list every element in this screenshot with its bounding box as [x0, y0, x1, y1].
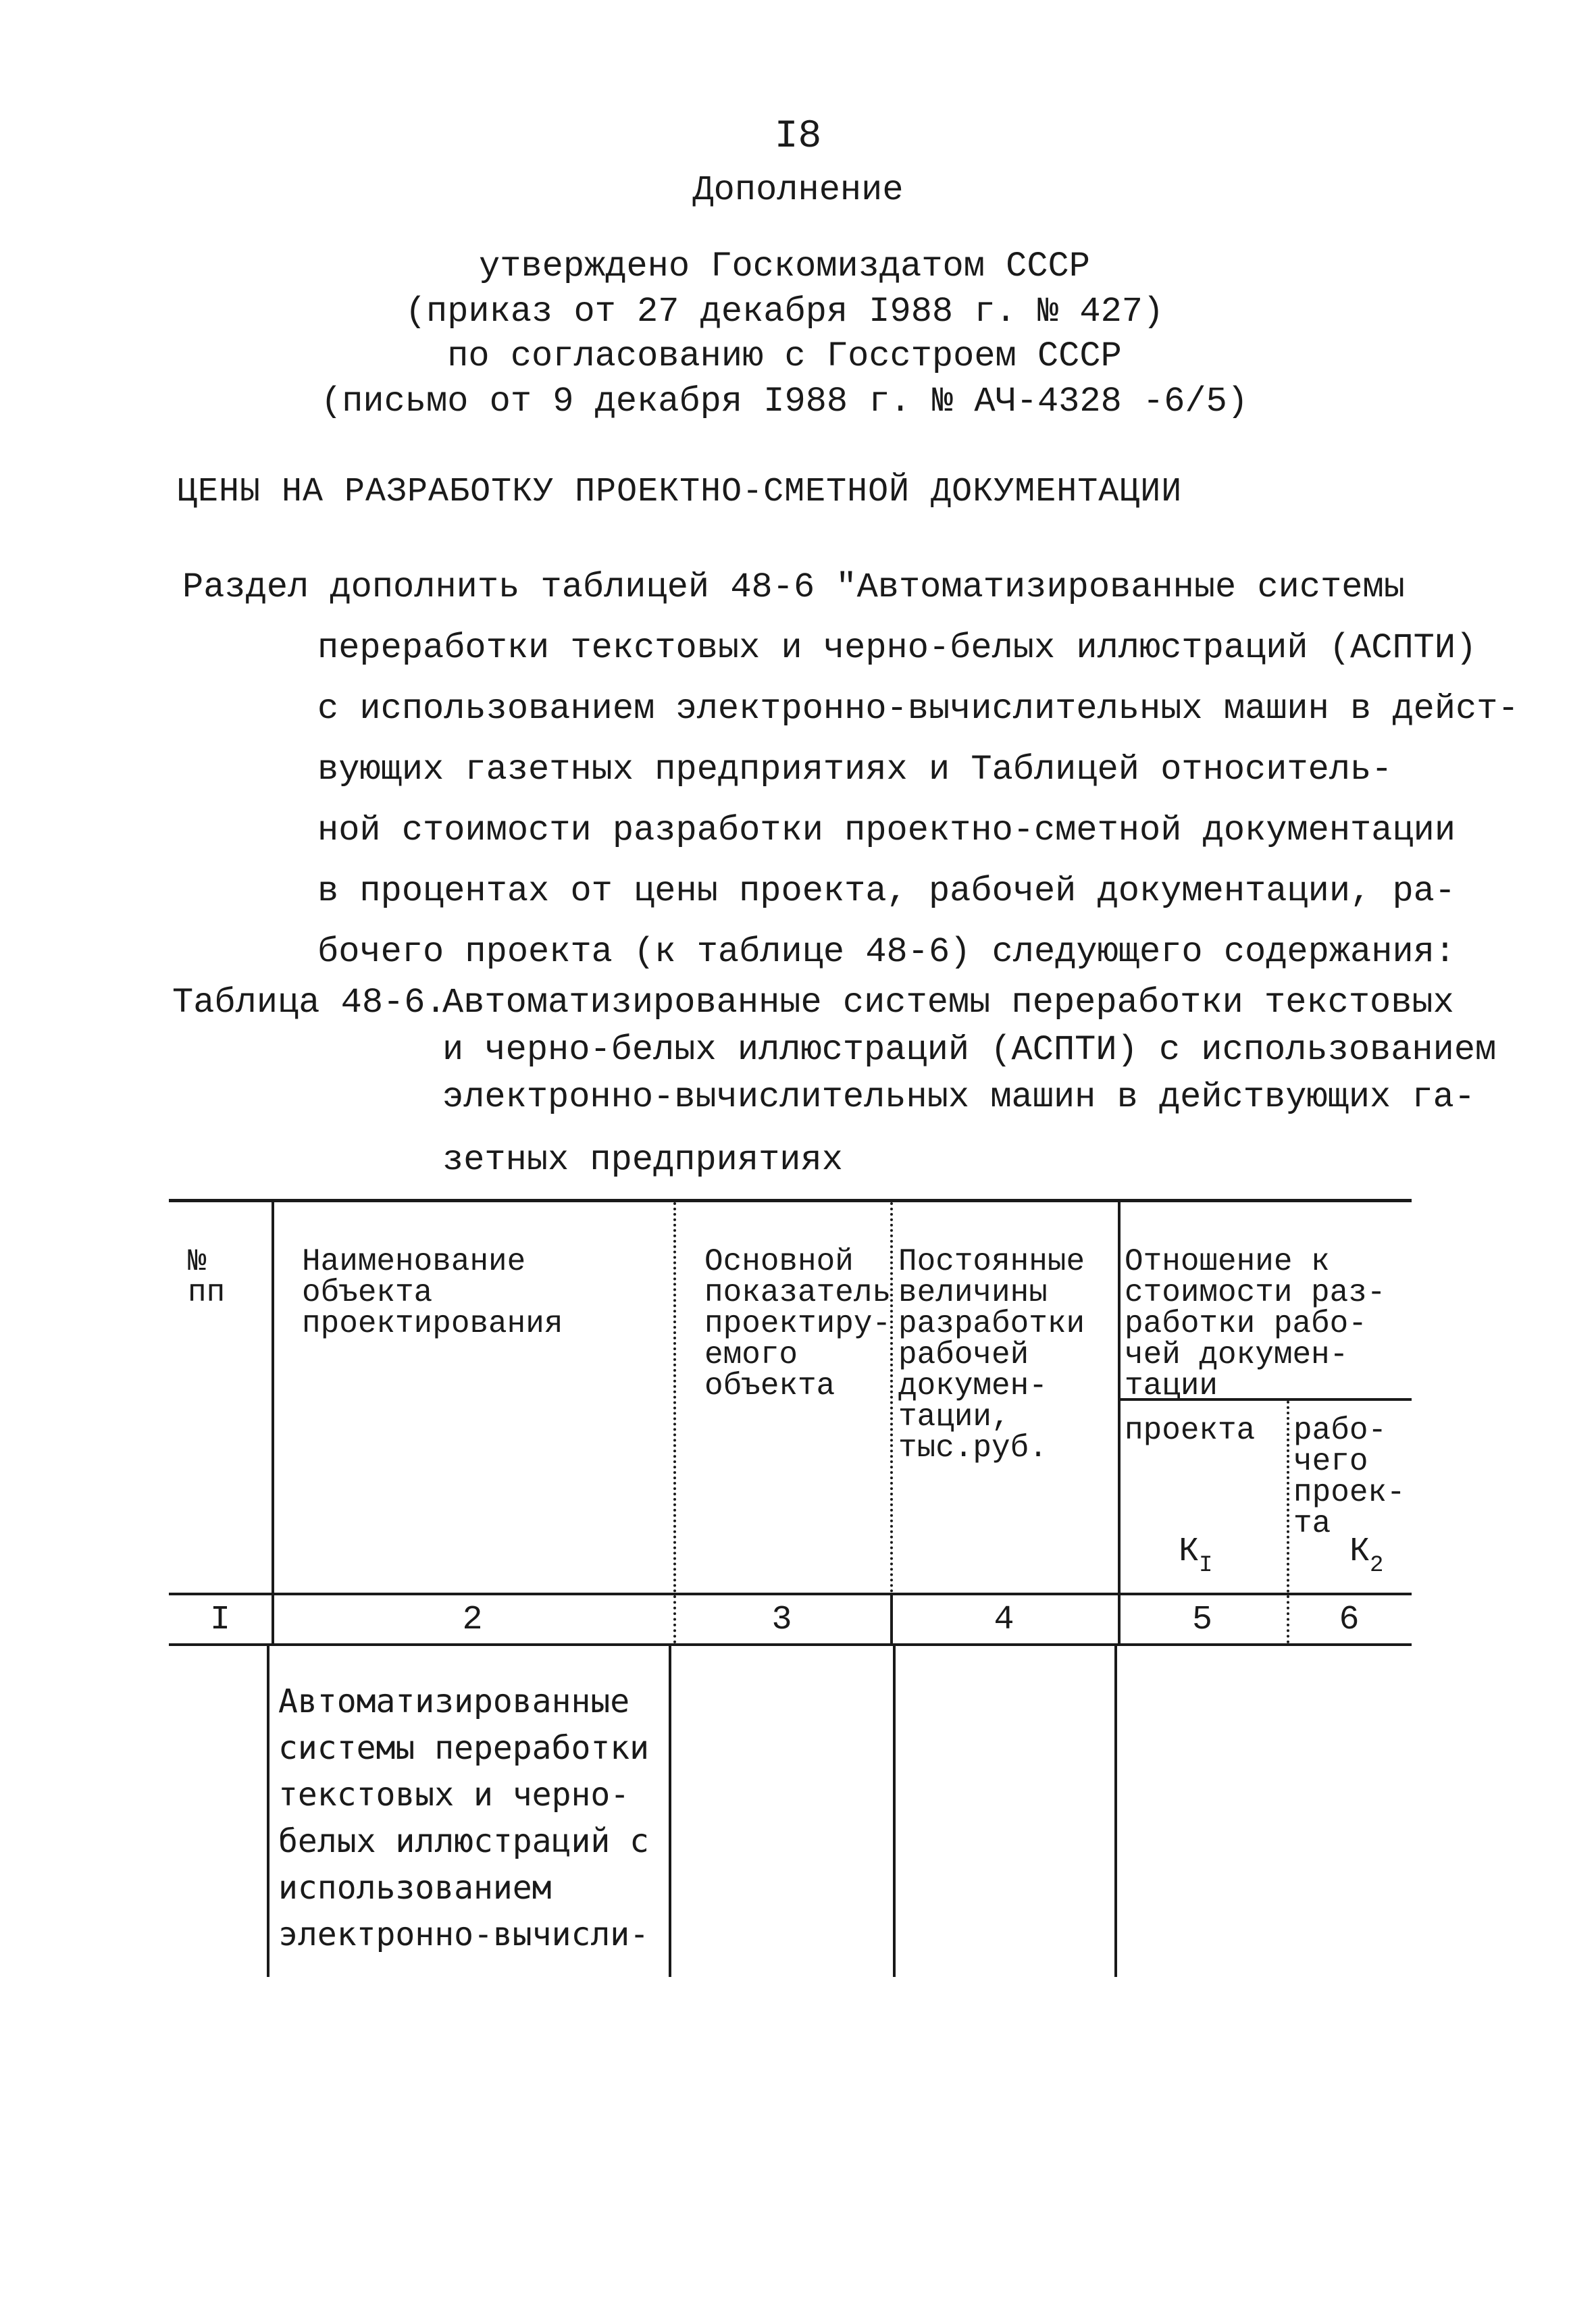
addendum-title: Дополнение [692, 170, 904, 210]
column-number-1: I [209, 1601, 230, 1639]
header-working-project: рабо- чего проек- та [1293, 1413, 1406, 1541]
table-caption-line-1: Автоматизированные системы переработки текстовых [442, 983, 1454, 1023]
column-number-5: 5 [1191, 1601, 1212, 1639]
row-text-line-2: системы переработки [278, 1729, 650, 1767]
header-project: проекта [1125, 1413, 1256, 1448]
paragraph-line-7: бочего проекта (к таблице 48-6) следующего содержания: [317, 932, 1456, 972]
header-bottom-rule [169, 1593, 1412, 1595]
header-number: № пп [188, 1244, 226, 1310]
approval-line-4: (письмо от 9 декабря I988 г. № АЧ-4328 -6/5) [320, 382, 1249, 421]
paragraph-line-3: с использованием электронно-вычислительных машин в дейст- [317, 689, 1519, 729]
col-divider-2 [673, 1202, 676, 1593]
paragraph-line-5: ной стоимости разработки проектно-сметной документации [317, 811, 1456, 850]
body-divider-3 [893, 1646, 896, 1977]
approval-line-2: (приказ от 27 декабря I988 г. № 427) [405, 292, 1164, 332]
table-caption-line-4: зетных предприятиях [442, 1140, 843, 1180]
col-divider-4 [1118, 1202, 1121, 1593]
row-text-line-6: электронно-вычисли- [278, 1916, 650, 1953]
table-top-rule [169, 1199, 1412, 1202]
column-number-4: 4 [994, 1601, 1014, 1639]
column-number-6: 6 [1339, 1601, 1360, 1639]
table-caption-label: Таблица 48-6. [172, 983, 446, 1023]
paragraph-line-2: переработки текстовых и черно-белых иллюстраций (АСПТИ) [317, 628, 1477, 668]
approval-line-1: утверждено Госкомиздатом СССР [479, 247, 1090, 286]
paragraph-line-4: вующих газетных предприятиях и Таблицей относитель- [317, 750, 1393, 790]
page-number: I8 [774, 115, 822, 159]
row-text-line-1: Автоматизированные [278, 1682, 630, 1720]
column-number-3: 3 [771, 1601, 792, 1639]
paragraph-line-1: Раздел дополнить таблицей 48-6 "Автоматизированные системы [182, 567, 1405, 607]
approval-line-3: по согласованию с Госстроем СССР [447, 336, 1122, 376]
col-divider-5 [1287, 1401, 1289, 1593]
header-cost-ratio: Отношение к стоимости раз- работки рабо- чей докумен- тации [1125, 1244, 1386, 1404]
body-divider-1 [267, 1646, 269, 1977]
row-text-line-5: использованием [278, 1869, 552, 1907]
section-heading: ЦЕНЫ НА РАЗРАБОТКУ ПРОЕКТНО-СМЕТНОЙ ДОКУМЕНТАЦИИ [177, 473, 1183, 511]
coefficient-k2: $К_2$ [1349, 1533, 1384, 1578]
col-divider-1 [272, 1202, 274, 1593]
header-main-indicator: Основной показатель проектиру- емого объекта [704, 1244, 892, 1404]
body-divider-2 [669, 1646, 671, 1977]
table-caption-line-2: и черно-белых иллюстраций (АСПТИ) с использованием [442, 1030, 1497, 1070]
column-number-2: 2 [462, 1601, 483, 1639]
header-constant-values: Постоянные величины разработки рабочей докумен- тации, тыс.руб. [898, 1244, 1085, 1466]
coefficient-k1: $К_I$ [1179, 1533, 1213, 1578]
header-object-name: Наименование объекта проектирования [302, 1244, 563, 1341]
row-text-line-3: текстовых и черно- [278, 1776, 630, 1814]
table-caption-line-3: электронно-вычислительных машин в действующих га- [442, 1077, 1476, 1117]
row-text-line-4: белых иллюстраций с [278, 1822, 650, 1860]
paragraph-line-6: в процентах от цены проекта, рабочей документации, ра- [317, 871, 1456, 911]
numbers-bottom-rule [169, 1643, 1412, 1646]
body-divider-4 [1114, 1646, 1117, 1977]
